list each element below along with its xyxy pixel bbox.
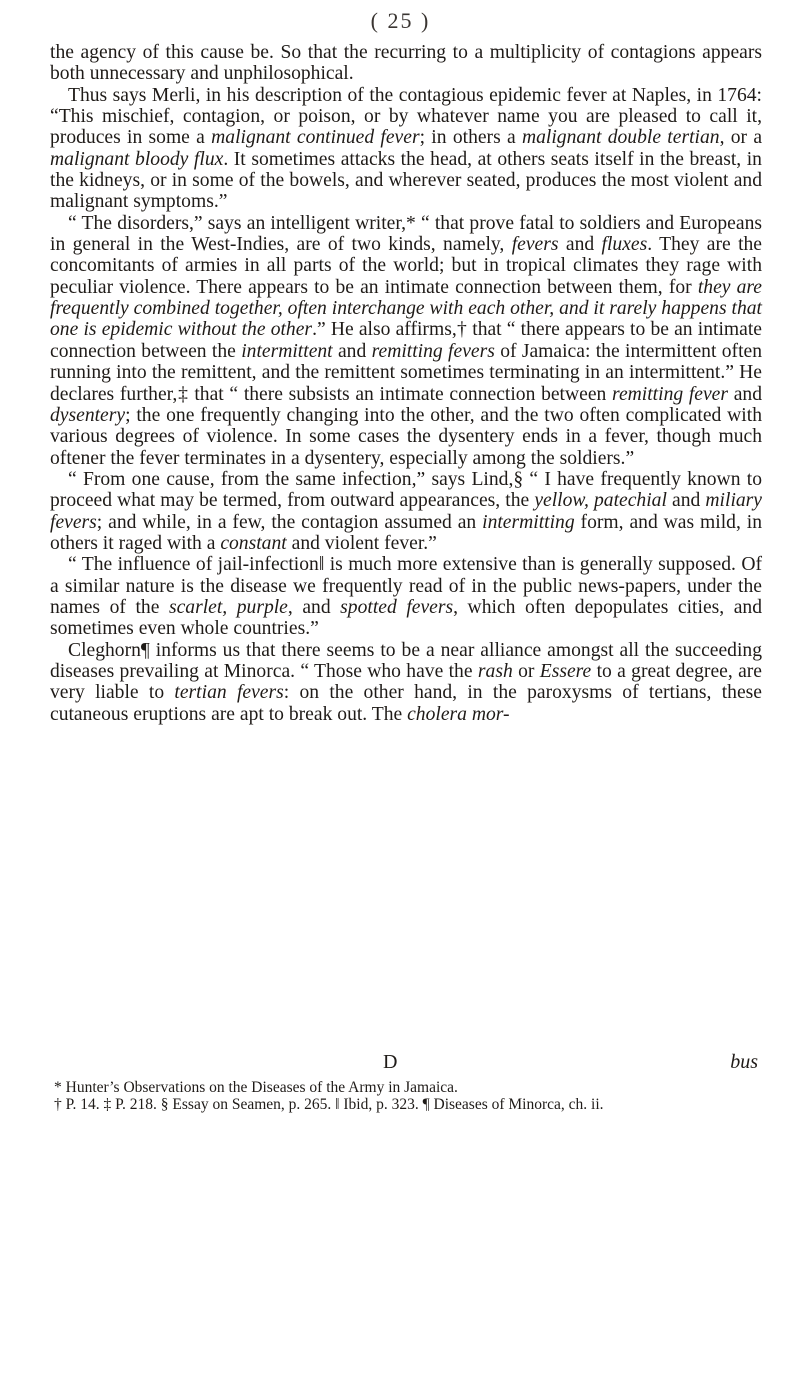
italic-text: dysentery bbox=[50, 404, 126, 426]
main-text bbox=[50, 42, 762, 725]
text-run: and bbox=[666, 490, 706, 512]
text-run: and bbox=[332, 340, 372, 362]
text-run: Cleghorn¶ informs us that there seems to be a near alliance amongst all the succeeding diseases prevailing at Minorca. “ Those who have the bbox=[50, 639, 762, 682]
text-run: : on the other hand, in the paroxysms of tertians, these cutaneous eruptions are apt to break out. The bbox=[50, 682, 762, 725]
footnote: * Hunter’s Observations on the Diseases of the Army in Jamaica. bbox=[54, 1079, 458, 1096]
paragraph bbox=[50, 85, 762, 213]
italic-text: intermittent bbox=[241, 340, 333, 362]
text-run: ; and while, in a few, the contagion assumed an bbox=[96, 511, 483, 533]
text-run: “ The influence of jail-infection‖ is much more extensive than is generally supposed. Of a similar nature is the disease we frequently read of in the public news-papers, under the names of the bbox=[50, 554, 762, 618]
catchword: bus bbox=[730, 1051, 758, 1073]
italic-text: yellow, patechial bbox=[534, 490, 667, 512]
italic-text: remitting fever bbox=[612, 383, 729, 405]
italic-text: scarlet, purple bbox=[168, 596, 288, 618]
page-number: ( 25 ) bbox=[370, 8, 431, 33]
italic-text: cholera mor- bbox=[407, 703, 510, 725]
text-run: form, and was mild, in others it raged with a bbox=[50, 511, 762, 554]
signature-mark: D bbox=[383, 1051, 398, 1073]
text-run: “ The disorders,” says an intelligent writer,* “ that prove fatal to soldiers and Europeans in general in the West-Indies, are of two kinds, namely, bbox=[50, 212, 762, 256]
paragraph bbox=[50, 554, 762, 639]
text-run: and violent fever.” bbox=[286, 532, 437, 554]
text-run: ; the one frequently changing into the other, and the two often complicated with various degrees of violence. In some cases the dysentery ends in a fever, though much oftener the fever terminates in a dysentery, especially among the soldiers.” bbox=[50, 404, 762, 469]
text-run: ; in others a bbox=[419, 127, 522, 149]
italic-text: malignant continued fever bbox=[211, 127, 420, 149]
text-run: . They are the concomitants of armies in all parts of the world; but in tropical climates they rage with peculiar violence. There appears to be an intimate connection between them, for bbox=[50, 234, 763, 298]
italic-text: they are frequently combined together, often interchange with each other, and it rarely happens that one is epidemic without the other bbox=[50, 276, 762, 341]
footnotes bbox=[50, 1079, 762, 1113]
blank-margin bbox=[0, 1140, 801, 1373]
text-run: the agency of this cause be. So that the recurring to a multiplicity of contagions appears both unnecessary and unphilosophical. bbox=[50, 42, 762, 85]
footnote: † P. 14. ‡ P. 218. § Essay on Seamen, p. 265. ‖ Ibid, p. 323. ¶ Diseases of Minorca, ch. ii. bbox=[54, 1096, 604, 1113]
italic-text: fevers bbox=[511, 234, 559, 256]
paragraph bbox=[50, 42, 762, 85]
text-run: of Jamaica: the intermittent often running into the remittent, and the remittent sometimes terminating in an intermittent.” He declares further,‡ that “ there subsists an intimate connection between bbox=[50, 340, 763, 405]
italic-text: remitting fevers bbox=[371, 340, 495, 362]
text-run: or bbox=[512, 660, 540, 682]
italic-text: fluxes bbox=[601, 234, 648, 256]
italic-text: malignant bloody flux bbox=[50, 148, 224, 170]
text-run: and bbox=[558, 234, 602, 256]
paragraph bbox=[50, 640, 762, 725]
italic-text: intermitting bbox=[482, 511, 575, 533]
paragraph bbox=[50, 213, 762, 469]
italic-text: rash bbox=[477, 660, 513, 682]
text-run: , which often depopulates cities, and sometimes even whole countries.” bbox=[50, 596, 762, 640]
text-run: .” He also affirms,† that “ there appears to be an intimate connection between the bbox=[50, 319, 762, 362]
italic-text: miliary fevers bbox=[50, 490, 763, 533]
text-run: . It sometimes attacks the head, at others seats itself in the breast, in the kidneys, or in some of the bowels, and wherever seated, produces the most violent and malignant symptoms.” bbox=[50, 148, 762, 213]
italic-text: tertian fevers bbox=[174, 682, 284, 704]
text-run: “ From one cause, from the same infection,” says Lind,§ “ I have frequently known to proceed what may be termed, from outward appearances, the bbox=[50, 468, 762, 512]
italic-text: Essere bbox=[539, 660, 592, 682]
paragraph bbox=[50, 469, 762, 554]
italic-text: spotted fevers bbox=[340, 596, 454, 618]
italic-text: malignant double tertian bbox=[521, 127, 720, 149]
italic-text: constant bbox=[220, 532, 287, 554]
page-foot-marks bbox=[50, 1051, 762, 1073]
text-run: , or a bbox=[719, 127, 763, 149]
text-run: to a great degree, are very liable to bbox=[50, 660, 762, 704]
text-run: , and bbox=[287, 596, 341, 618]
text-run: and bbox=[728, 383, 762, 405]
text-run: Thus says Merli, in his description of the contagious epidemic fever at Naples, in 1764: “This mischief, contagion, or poison, or by whatever name you are pleased to call it, produces in some a bbox=[50, 84, 762, 149]
